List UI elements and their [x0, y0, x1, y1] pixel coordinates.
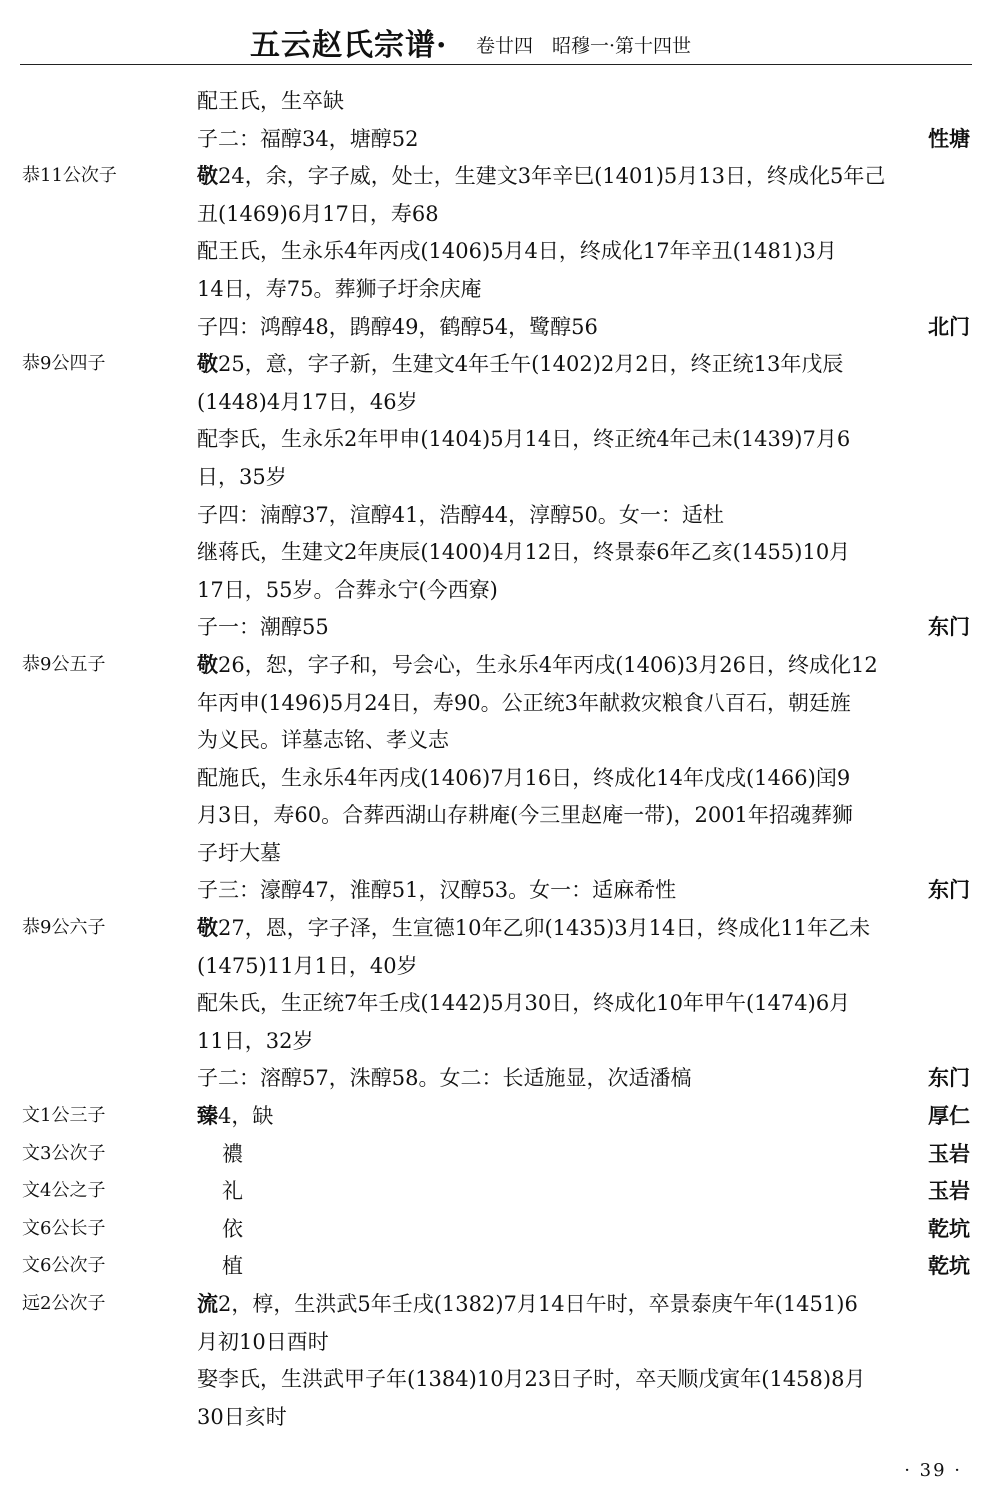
entry-line [0, 1176, 992, 1214]
entry-text [197, 1063, 691, 1093]
entry-text [197, 236, 837, 266]
entry-line [0, 349, 992, 387]
parent-note: 文4公之子 [22, 1180, 106, 1202]
entry-line [0, 688, 992, 726]
entry-line [0, 199, 992, 237]
entry-line [0, 124, 992, 162]
residence-label: 性塘 [928, 125, 970, 151]
entry-text [222, 1176, 243, 1206]
entry-text [197, 688, 851, 718]
entry-body: 年丙申(1496)5月24日，寿90。公正统3年献救灾粮食八百石，朝廷旌 [197, 690, 851, 715]
entry-body: 子二：溶醇57，洙醇58。女二：长适施显，次适潘槁 [197, 1066, 692, 1091]
generation-name: 敬 [197, 915, 218, 941]
entry-text [197, 800, 853, 830]
entry-body: 月3日，寿60。合葬西湖山存耕庵(今三里赵庵一带)，2001年招魂葬狮 [197, 803, 853, 828]
generation-name: 流 [197, 1291, 218, 1316]
entry-body: 继蒋氏，生建文2年庚辰(1400)4月12日，终景泰6年乙亥(1455)10月 [197, 540, 851, 565]
parent-note: 文1公三子 [22, 1105, 106, 1127]
entry-text [197, 1101, 273, 1131]
entry-text [222, 1214, 243, 1244]
entry-body: 11日，32岁 [197, 1028, 314, 1053]
entry-body: 子一：潮醇55 [197, 615, 329, 640]
entry-body: 禯 [222, 1141, 243, 1166]
entry-text [197, 86, 344, 116]
residence-label: 北门 [928, 313, 970, 339]
entry-body: 植 [222, 1254, 243, 1279]
parent-note: 文3公次子 [22, 1142, 106, 1164]
entry-text [197, 988, 850, 1018]
entry-text [197, 650, 878, 680]
entry-body: 配王氏，生永乐4年丙戌(1406)5月4日，终成化17年辛丑(1481)3月 [197, 239, 837, 264]
entry-text [197, 387, 418, 417]
entry-line [0, 161, 992, 199]
parent-note: 恭9公四子 [22, 353, 106, 375]
residence-label: 东门 [928, 1065, 970, 1091]
entry-line [0, 763, 992, 801]
entry-body: 子四：湳醇37，渲醇41，浩醇44，淳醇50。女一：适杜 [197, 502, 724, 527]
entry-body: 27，恩，字子泽，生宣德10年乙卯(1435)3月14日，终成化11年乙未 [218, 916, 871, 941]
entry-text [197, 725, 449, 755]
entry-line [0, 1063, 992, 1101]
entry-body: (1448)4月17日，46岁 [197, 389, 418, 414]
entry-body: 子二：福醇34，塘醇52 [197, 126, 419, 151]
entry-text [197, 124, 418, 154]
entry-line [0, 838, 992, 876]
entry-body: 2，椁，生洪武5年壬戌(1382)7月14日午时，卒景泰庚午年(1451)6 [218, 1292, 858, 1316]
header-rule [20, 64, 972, 65]
residence-label: 玉岩 [928, 1140, 970, 1166]
entry-text [197, 537, 850, 567]
entry-line [0, 1289, 992, 1327]
entry-text [197, 575, 498, 605]
parent-note: 远2公次子 [22, 1293, 106, 1314]
entry-text [197, 1289, 858, 1319]
entry-line [0, 274, 992, 312]
entry-line [0, 575, 992, 613]
entry-text [222, 1139, 243, 1169]
entry-text [197, 349, 843, 379]
entry-text [197, 312, 598, 342]
entry-text [197, 424, 850, 454]
entry-line [0, 988, 992, 1026]
entry-body: 配施氏，生永乐4年丙戌(1406)7月16日，终成化14年戊戌(1466)闰9 [197, 765, 851, 790]
entry-text [197, 1364, 865, 1394]
entry-line [0, 650, 992, 688]
entry-line [0, 500, 992, 538]
entry-text [197, 763, 850, 793]
entry-body: 日，35岁 [197, 464, 287, 489]
entry-line [0, 875, 992, 913]
entry-line [0, 1402, 992, 1440]
entry-line [0, 1214, 992, 1252]
entry-line [0, 424, 992, 462]
entry-text [197, 500, 724, 530]
entry-body: 月初10日酉时 [197, 1329, 329, 1354]
page-number: · 39 · [904, 1460, 962, 1481]
entry-body: 为义民。详墓志铭、孝义志 [197, 728, 449, 753]
entry-body: 丑(1469)6月17日，寿68 [197, 201, 439, 226]
entry-text [197, 1402, 287, 1432]
entry-line [0, 1139, 992, 1177]
entry-text [197, 1026, 313, 1056]
entry-text [197, 1327, 329, 1357]
parent-note: 文6公长子 [22, 1217, 106, 1239]
entry-line [0, 725, 992, 763]
generation-name: 敬 [197, 351, 218, 377]
entry-line [0, 1327, 992, 1365]
residence-label: 乾坑 [928, 1215, 970, 1241]
entry-body: 4，缺 [218, 1104, 274, 1129]
entry-line [0, 312, 992, 350]
entry-line [0, 1364, 992, 1402]
entry-line [0, 537, 992, 575]
entry-body: 配朱氏，生正统7年壬戌(1442)5月30日，终成化10年甲午(1474)6月 [197, 991, 851, 1016]
entry-body: 依 [222, 1216, 243, 1241]
entry-body: 子三：濠醇47，淮醇51，汉醇53。女一：适麻希性 [197, 878, 677, 903]
residence-label: 乾坑 [928, 1253, 970, 1279]
entry-line [0, 387, 992, 425]
parent-note: 文6公次子 [22, 1255, 106, 1277]
entry-text [197, 951, 418, 981]
entry-body: 14日，寿75。葬狮子圩余庆庵 [197, 276, 482, 301]
entry-body: 子圩大墓 [197, 840, 281, 865]
generation-name: 臻 [197, 1103, 218, 1129]
entry-body: 娶李氏，生洪武甲子年(1384)10月23日子时，卒天顺戊寅年(1458)8月 [197, 1367, 866, 1392]
entry-line [0, 462, 992, 500]
entry-line [0, 236, 992, 274]
entry-body: 礼 [222, 1179, 243, 1204]
parent-note: 恭11公次子 [22, 165, 117, 187]
entry-text [197, 875, 676, 905]
residence-label: 厚仁 [928, 1103, 970, 1129]
entry-body: 30日亥时 [197, 1404, 287, 1429]
generation-name: 敬 [197, 651, 218, 677]
entry-line [0, 612, 992, 650]
entry-text [197, 199, 439, 229]
entry-body: 配李氏，生永乐2年甲申(1404)5月14日，终正统4年己未(1439)7月6 [197, 427, 851, 452]
entry-line [0, 1251, 992, 1289]
entry-body: 17日，55岁。合葬永宁(今西寮) [197, 577, 498, 602]
entry-text [197, 462, 287, 492]
entry-line [0, 913, 992, 951]
entry-line [0, 1026, 992, 1064]
parent-note: 恭9公六子 [22, 917, 106, 939]
generation-name: 敬 [197, 163, 218, 189]
page-header [0, 0, 992, 66]
entry-text [197, 612, 329, 642]
entry-line [0, 951, 992, 989]
entry-body: 25，意，字子新，生建文4年壬午(1402)2月2日，终正统13年戊辰 [218, 352, 844, 377]
residence-label: 东门 [928, 614, 970, 640]
volume-subtitle: 卷廿四 昭穆一·第十四世 [476, 35, 692, 57]
entry-text [197, 161, 885, 191]
parent-note: 恭9公五子 [22, 653, 106, 675]
entry-text [197, 913, 870, 943]
entry-text [222, 1251, 243, 1281]
entry-line [0, 1101, 992, 1139]
entry-body: 26，恕，字子和，号会心，生永乐4年丙戌(1406)3月26日，终成化12 [218, 652, 878, 677]
book-title: 五云赵氏宗谱· [250, 28, 448, 63]
residence-label: 东门 [928, 877, 970, 903]
entry-line [0, 86, 992, 124]
genealogy-entries [0, 86, 992, 1439]
entry-body: 24，余，字子威，处士，生建文3年辛巳(1401)5月13日，终成化5年己 [218, 164, 886, 189]
entry-line [0, 800, 992, 838]
entry-body: (1475)11月1日，40岁 [197, 953, 418, 978]
entry-text [197, 274, 481, 304]
entry-text [197, 838, 281, 868]
entry-body: 子四：鸿醇48，鹍醇49，鹤醇54，鹭醇56 [197, 314, 598, 339]
entry-body: 配王氏，生卒缺 [197, 89, 344, 113]
residence-label: 玉岩 [928, 1178, 970, 1204]
